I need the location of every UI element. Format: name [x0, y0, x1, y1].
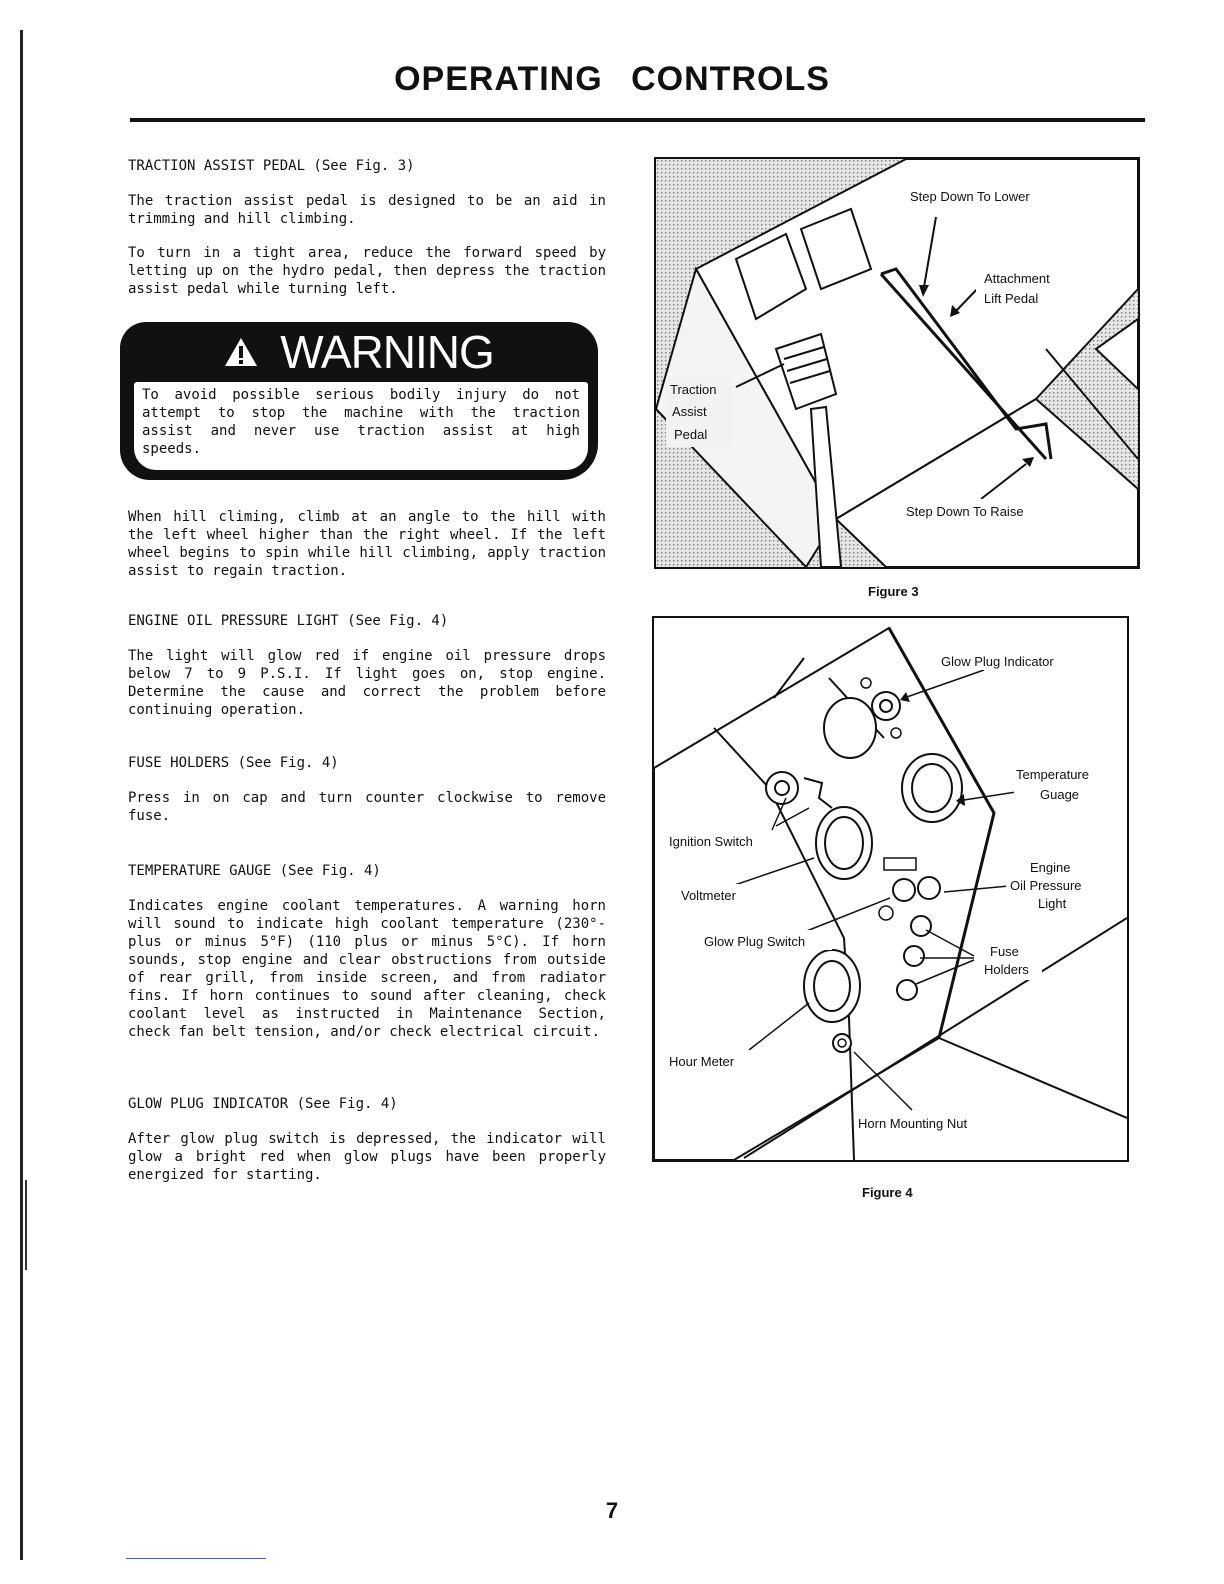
fig3-callout-step-raise: Step Down To Raise: [906, 504, 1024, 519]
warning-text: To avoid possible serious bodily injury do not attempt to stop the machine with the traction assist and never use traction assist at high speeds.: [142, 387, 580, 457]
temp-section: [128, 863, 606, 1041]
fig4-callout-glow-indicator: Glow Plug Indicator: [941, 654, 1054, 669]
fig4-callout-engine: Engine: [1030, 860, 1071, 875]
figure-3: [654, 157, 1140, 569]
fig4-callout-hour-meter: Hour Meter: [669, 1054, 735, 1069]
glow-text: After glow plug switch is depressed, the indicator will glow a bright red when glow plugs have been properly energized for starting.: [128, 1131, 606, 1183]
traction-para-1: The traction assist pedal is designed to be an aid in trimming and hill climbing.: [128, 193, 606, 227]
fig3-callout-lift-pedal: Lift Pedal: [984, 291, 1039, 306]
warning-box: [120, 322, 598, 480]
figure-4-illustration: [654, 618, 1127, 1160]
warning-header: [120, 322, 598, 382]
title-rule: [130, 118, 1145, 122]
oil-heading: ENGINE OIL PRESSURE LIGHT (See Fig. 4): [128, 613, 449, 629]
figure-4: [652, 616, 1129, 1162]
warning-triangle-icon: [224, 337, 258, 367]
traction-section: [128, 158, 606, 298]
fig4-callout-ignition: Ignition Switch: [669, 834, 753, 849]
figure-4-caption: Figure 4: [862, 1185, 913, 1200]
page-number: 7: [605, 1498, 619, 1523]
fig4-callout-voltmeter: Voltmeter: [681, 888, 736, 903]
fig3-callout-pedal: Pedal: [674, 427, 708, 442]
fig4-callout-glow-switch: Glow Plug Switch: [704, 934, 806, 949]
fuse-section: [128, 755, 606, 825]
temp-text: Indicates engine coolant temperatures. A warning horn will sound to indicate high coolant temperature (230°-plus or minus 5°F) (110 plus or minus 5°C). If horn sounds, stop engine and clear obstructions from outside of rear grill, from inside screen, and from radiator fins. If horn continues to sound after cleaning, check coolant level as instructed in Maintenance Section, check fan belt tension, and/or check electrical circuit.: [128, 898, 606, 1040]
scan-edge: [20, 30, 23, 1560]
glow-section: [128, 1096, 606, 1184]
page-title: OPERATING CONTROLS: [394, 60, 830, 98]
fig4-callout-holders: Holders: [984, 962, 1029, 977]
figure-3-illustration: [656, 159, 1138, 567]
temp-heading: TEMPERATURE GAUGE (See Fig. 4): [128, 863, 381, 879]
hill-section: [128, 508, 606, 580]
fig3-callout-step-lower: Step Down To Lower: [910, 189, 1030, 204]
warning-title: WARNING: [280, 326, 494, 378]
oil-text: The light will glow red if engine oil pressure drops below 7 to 9 P.S.I. If light goes on, stop engine. Determine the cause and correct the problem before continuing operation.: [128, 648, 606, 718]
fig3-callout-attachment: Attachment: [984, 271, 1050, 286]
glow-heading: GLOW PLUG INDICATOR (See Fig. 4): [128, 1096, 398, 1112]
fuse-heading: FUSE HOLDERS (See Fig. 4): [128, 755, 339, 771]
footer-rule: [126, 1558, 266, 1559]
warning-body: [134, 382, 588, 470]
traction-para-2: To turn in a tight area, reduce the forward speed by letting up on the hydro pedal, then depress the traction assist pedal while turning left.: [128, 245, 606, 297]
scan-edge-mark: [25, 1180, 27, 1270]
figure-3-caption: Figure 3: [868, 584, 919, 599]
fig4-callout-horn: Horn Mounting Nut: [858, 1116, 968, 1131]
fig4-callout-temperature: Temperature: [1016, 767, 1089, 782]
fig4-callout-guage: Guage: [1040, 787, 1080, 802]
traction-heading: TRACTION ASSIST PEDAL (See Fig. 3): [128, 158, 415, 174]
fig4-callout-oil-pressure: Oil Pressure: [1010, 878, 1082, 893]
oil-section: [128, 613, 606, 719]
fig4-callout-fuse: Fuse: [990, 944, 1019, 959]
fig3-callout-traction: Traction: [670, 382, 717, 397]
fuse-text: Press in on cap and turn counter clockwise to remove fuse.: [128, 790, 606, 824]
fig3-callout-assist: Assist: [672, 404, 707, 419]
fig4-callout-light: Light: [1038, 896, 1067, 911]
hill-text: When hill climing, climb at an angle to the hill with the left wheel higher than the right wheel. If the left wheel begins to spin while hill climbing, apply traction assist to regain traction.: [128, 509, 606, 579]
